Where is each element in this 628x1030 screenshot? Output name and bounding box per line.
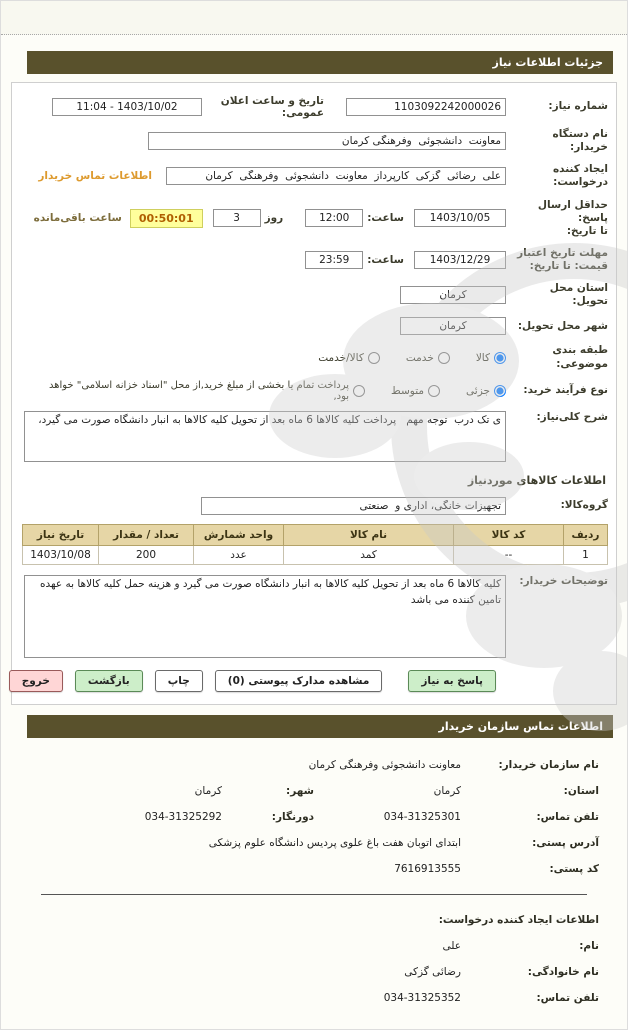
row-delivery-city bbox=[22, 317, 608, 335]
classification-option-service[interactable]: خدمت bbox=[406, 352, 450, 364]
province-label: استان: bbox=[563, 784, 599, 797]
row-delivery-province bbox=[22, 282, 608, 308]
process-type-label: نوع فرآیند خرید: bbox=[523, 384, 608, 397]
buyer-contact-link[interactable]: اطلاعات تماس خریدار bbox=[38, 170, 152, 183]
cell-item-code: -- bbox=[454, 545, 564, 564]
cell-row-number: 1 bbox=[564, 545, 608, 564]
classification-radio-service[interactable] bbox=[438, 352, 450, 364]
request-creator-input[interactable] bbox=[166, 167, 506, 185]
first-name-value: علی bbox=[442, 939, 461, 952]
announce-datetime-input[interactable] bbox=[52, 98, 202, 116]
response-deadline-time-label: ساعت: bbox=[367, 212, 404, 225]
postal-code-value: 7616913555 bbox=[394, 862, 461, 875]
action-buttons bbox=[22, 670, 608, 692]
creator-info-heading: اطلاعات ایجاد کننده درخواست: bbox=[438, 913, 599, 926]
days-input[interactable] bbox=[213, 209, 261, 227]
row-price-validity bbox=[22, 247, 608, 273]
creator-phone-value: 034-31325352 bbox=[383, 991, 461, 1004]
postal-address-label: آدرس پستی: bbox=[532, 836, 599, 849]
last-name-label: نام خانوادگی: bbox=[527, 965, 599, 978]
countdown-timer: 00:50:01 bbox=[130, 209, 203, 228]
last-name-value: رضائی گزکی bbox=[404, 965, 461, 978]
row-creator-phone bbox=[15, 985, 613, 1011]
row-buyer-org bbox=[22, 128, 608, 154]
top-strip bbox=[1, 1, 627, 35]
col-item-code: کد کالا bbox=[454, 524, 564, 545]
goods-group-input[interactable] bbox=[201, 497, 506, 515]
city-label: شهر: bbox=[286, 784, 314, 797]
section-title-buyer-contact: اطلاعات تماس سازمان خریدار bbox=[27, 715, 613, 738]
delivery-province-label: استان محل تحویل: bbox=[549, 282, 608, 308]
classification-label: طبقه بندی موضوعی: bbox=[552, 344, 608, 370]
delivery-city-label: شهر محل تحویل: bbox=[517, 319, 608, 332]
table-row[interactable] bbox=[23, 545, 608, 564]
view-attachments-button[interactable]: مشاهده مدارک پیوستی (0) bbox=[215, 670, 383, 692]
price-validity-label: مهلت تاریخ اعتبار قیمت: تا تاریخ: bbox=[517, 246, 608, 272]
fax-value: 034-31325292 bbox=[144, 810, 222, 823]
city-value: کرمان bbox=[194, 784, 222, 797]
cell-quantity: 200 bbox=[99, 545, 194, 564]
row-request-creator bbox=[22, 163, 608, 189]
section-divider bbox=[41, 894, 587, 895]
col-item-name: نام کالا bbox=[284, 524, 454, 545]
section-title-need-details: جزئیات اطلاعات نیاز bbox=[27, 51, 613, 74]
need-number-label: شماره نیاز: bbox=[548, 100, 608, 113]
row-need-number bbox=[22, 95, 608, 119]
goods-section-title: اطلاعات کالاهای موردنیاز bbox=[467, 473, 606, 487]
col-unit: واحد شمارش bbox=[194, 524, 284, 545]
buyer-org-input[interactable] bbox=[148, 132, 506, 150]
classification-option-goods-service[interactable]: کالا/خدمت bbox=[318, 352, 380, 364]
col-quantity: تعداد / مقدار bbox=[99, 524, 194, 545]
goods-table-header-row bbox=[23, 524, 608, 545]
row-phone-fax bbox=[15, 804, 613, 830]
back-button[interactable]: بازگشت bbox=[75, 670, 143, 692]
fax-label: دورنگار: bbox=[271, 810, 314, 823]
creator-phone-label: تلفن تماس: bbox=[536, 991, 599, 1004]
buyer-contact-section bbox=[1, 738, 627, 1029]
row-province-city bbox=[15, 778, 613, 804]
creator-info-heading-row bbox=[15, 907, 613, 933]
postal-address-value: ابتدای اتوبان هفت باغ علوی پردیس دانشگاه علوم پزشکی bbox=[208, 836, 461, 849]
treasury-payment-option[interactable]: پرداخت تمام یا بخشی از مبلغ خرید,از محل "اسناد خزانه اسلامی" خواهد بود, bbox=[48, 380, 365, 402]
print-button[interactable]: چاپ bbox=[155, 670, 203, 692]
description-label: شرح کلی‌نیاز: bbox=[536, 410, 608, 423]
respond-button[interactable]: پاسخ به نیاز bbox=[408, 670, 496, 692]
row-org-name bbox=[15, 752, 613, 778]
delivery-city-input[interactable] bbox=[400, 317, 506, 335]
process-type-radio-minor[interactable] bbox=[494, 385, 506, 397]
buyer-notes-textarea[interactable] bbox=[24, 575, 506, 658]
row-response-deadline bbox=[22, 199, 608, 238]
row-postal-address bbox=[15, 830, 613, 856]
province-value: کرمان bbox=[433, 784, 461, 797]
response-deadline-time-input[interactable] bbox=[305, 209, 363, 227]
buyer-notes-label: توضیحات خریدار: bbox=[519, 574, 608, 587]
row-classification bbox=[22, 344, 608, 370]
cell-unit: عدد bbox=[194, 545, 284, 564]
treasury-payment-radio[interactable] bbox=[353, 385, 365, 397]
org-name-value: معاونت دانشجوئی وفرهنگی کرمان bbox=[308, 758, 461, 771]
delivery-province-input[interactable] bbox=[400, 286, 506, 304]
row-description bbox=[22, 411, 608, 462]
first-name-label: نام: bbox=[579, 939, 599, 952]
row-first-name bbox=[15, 933, 613, 959]
classification-radio-goods-service[interactable] bbox=[368, 352, 380, 364]
phone-label: تلفن تماس: bbox=[536, 810, 599, 823]
classification-radio-goods[interactable] bbox=[494, 352, 506, 364]
price-validity-date-input[interactable] bbox=[414, 251, 506, 269]
col-row-number: ردیف bbox=[564, 524, 608, 545]
cell-need-date: 1403/10/08 bbox=[23, 545, 99, 564]
announce-datetime-label: تاریخ و ساعت اعلان عمومی: bbox=[220, 95, 324, 119]
price-validity-time-label: ساعت: bbox=[367, 254, 404, 266]
row-last-name bbox=[15, 959, 613, 985]
org-name-label: نام سازمان خریدار: bbox=[498, 758, 599, 771]
process-type-radio-medium[interactable] bbox=[428, 385, 440, 397]
description-textarea[interactable] bbox=[24, 411, 506, 462]
classification-option-goods[interactable]: کالا bbox=[476, 352, 506, 364]
postal-code-label: کد پستی: bbox=[549, 862, 599, 875]
buyer-org-label: نام دستگاه خریدار: bbox=[552, 128, 608, 154]
need-number-input[interactable] bbox=[346, 98, 506, 116]
days-label: روز bbox=[264, 212, 284, 225]
goods-group-label: گروه‌کالا: bbox=[560, 499, 608, 512]
process-type-option-medium[interactable]: متوسط bbox=[391, 385, 440, 397]
row-goods-group bbox=[22, 497, 608, 515]
phone-value: 034-31325301 bbox=[383, 810, 461, 823]
response-deadline-label: حداقل ارسال پاسخ: تا تاریخ: bbox=[537, 198, 608, 237]
goods-table bbox=[22, 524, 608, 565]
row-process-type bbox=[22, 380, 608, 402]
response-deadline-date-input[interactable] bbox=[414, 209, 506, 227]
cell-item-name: کمد bbox=[284, 545, 454, 564]
col-need-date: تاریخ نیاز bbox=[23, 524, 99, 545]
request-creator-label: ایجاد کننده درخواست: bbox=[552, 163, 608, 189]
exit-button[interactable]: خروج bbox=[9, 670, 63, 692]
row-buyer-notes bbox=[22, 575, 608, 658]
price-validity-time-input[interactable] bbox=[305, 251, 363, 269]
remaining-time-label: ساعت باقی‌مانده bbox=[33, 212, 122, 225]
row-postal-code bbox=[15, 856, 613, 882]
process-type-option-minor[interactable]: جزئی bbox=[466, 385, 506, 397]
need-details-panel bbox=[11, 82, 617, 705]
